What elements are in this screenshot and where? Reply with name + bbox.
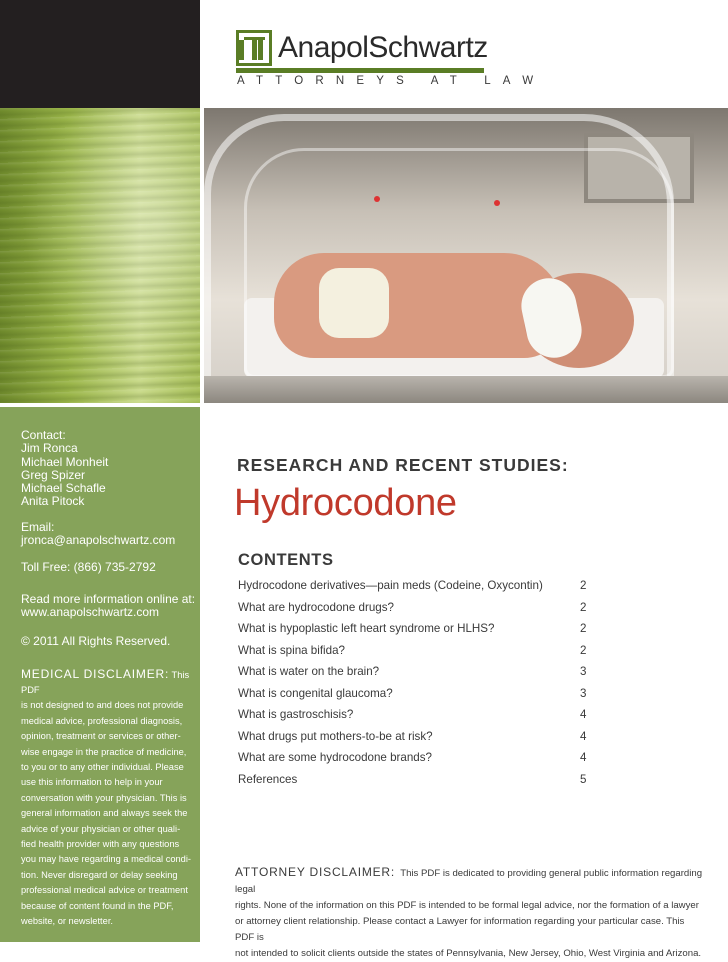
toc-item[interactable] [238, 618, 598, 640]
attorney-disclaimer-line: rights. None of the information on this PDF is intended to be formal legal advice, nor the formation of a lawyer [235, 900, 699, 911]
medical-disclaimer-line: general information and always seek the [21, 808, 188, 819]
toc-item-page: 2 [580, 600, 587, 614]
medical-disclaimer-line: advice of your physician or other quali- [21, 823, 181, 834]
attorney-disclaimer [235, 864, 705, 962]
toc-item-page: 2 [580, 622, 587, 635]
contents-title: CONTENTS [238, 551, 334, 569]
toc-item-label: What is spina bifida? [238, 643, 345, 657]
toc-item[interactable] [238, 769, 598, 791]
email-block [21, 521, 194, 548]
toc-item-page: 2 [580, 579, 587, 592]
photo-incubator-inner-glass [244, 148, 674, 378]
medical-disclaimer-line: you may have regarding a medical condi- [21, 854, 192, 865]
toc-item[interactable] [238, 704, 598, 726]
toc-item-page: 4 [580, 751, 587, 764]
medical-disclaimer-line: use this information to help in your [21, 777, 163, 788]
medical-disclaimer-line: This PDF [21, 669, 190, 695]
toc-item-page: 3 [580, 665, 587, 678]
toc-item-label: What are some hydrocodone brands? [238, 751, 432, 764]
toll-free-block [21, 561, 194, 574]
read-more-label: Read more information online at: [21, 591, 196, 606]
toc-item-label: What are hydrocodone drugs? [238, 600, 394, 614]
medical-disclaimer-line: wise engage in the practice of medicine, [21, 746, 187, 757]
contact-label: Contact: [21, 428, 66, 442]
toc-item-label: What is hypoplastic left heart syndrome or HLHS? [238, 622, 495, 635]
attorney-disclaimer-line: not intended to solicit clients outside the states of Pennsylvania, New Jersey, Ohio, West Virginia and Arizona. [235, 948, 702, 959]
toc-item-page: 4 [580, 708, 587, 721]
medical-disclaimer [21, 667, 194, 930]
toc-item[interactable] [238, 726, 598, 748]
contact-person: Jim Ronca [21, 441, 78, 456]
medical-disclaimer-line: tion. Never disregard or delay seeking [21, 869, 178, 880]
website-link[interactable]: www.anapolschwartz.com [21, 604, 160, 619]
toll-free-number: Toll Free: (866) 735-2792 [21, 560, 156, 575]
email-link[interactable]: jronca@anapolschwartz.com [21, 533, 176, 548]
photo-red-light [374, 196, 380, 202]
contact-person: Michael Schafle [21, 481, 106, 496]
medical-disclaimer-line: professional medical advice or treatment [21, 885, 188, 896]
drug-title: Hydrocodone [234, 482, 457, 524]
medical-disclaimer-line: fied health provider with any questions [21, 839, 180, 850]
toc-item-page: 5 [580, 772, 587, 786]
toc-item[interactable] [238, 640, 598, 662]
contact-block [21, 429, 194, 509]
toc-item[interactable] [238, 575, 598, 597]
copyright-text: © 2011 All Rights Reserved. [21, 634, 171, 649]
attorney-disclaimer-line: or attorney client relationship. Please contact a Lawyer for information regarding your particular case. This PDF is [235, 916, 685, 943]
toc-item-label: What drugs put mothers-to-be at risk? [238, 729, 433, 743]
contact-person: Greg Spizer [21, 467, 86, 482]
contact-person: Anita Pitock [21, 494, 85, 509]
header-dark-block [0, 0, 200, 108]
email-label: Email: [21, 519, 55, 534]
table-of-contents [238, 575, 598, 790]
firm-logo [236, 28, 546, 90]
toc-item-label: What is gastroschisis? [238, 708, 354, 721]
read-more-block [21, 593, 194, 620]
toc-item[interactable] [238, 683, 598, 705]
photo-incubator-rail [204, 376, 728, 403]
toc-item[interactable] [238, 661, 598, 683]
attorney-disclaimer-title: ATTORNEY DISCLAIMER: [235, 865, 396, 879]
toc-item[interactable] [238, 597, 598, 619]
decorative-green-image [0, 108, 200, 403]
toc-item-page: 3 [580, 686, 587, 700]
logo-name: AnapolSchwartz [278, 31, 488, 64]
logo-tagline: ATTORNEYS AT LAW [237, 75, 546, 87]
toc-item-label: Hydrocodone derivatives—pain meds (Codeine, Oxycontin) [238, 579, 543, 592]
contact-sidebar [0, 407, 200, 942]
contact-person: Michael Monheit [21, 454, 109, 469]
medical-disclaimer-line: opinion, treatment or services or other- [21, 731, 181, 742]
toc-item-label: What is water on the brain? [238, 665, 380, 678]
attorney-disclaimer-line: This PDF is dedicated to providing general public information regarding legal [235, 868, 703, 895]
incubator-baby-photo [204, 108, 728, 403]
medical-disclaimer-line: medical advice, professional diagnosis, [21, 715, 183, 726]
medical-disclaimer-line: is not designed to and does not provide [21, 700, 184, 711]
medical-disclaimer-title: MEDICAL DISCLAIMER: [21, 666, 170, 681]
copyright-block [21, 635, 194, 648]
columns-logo-icon [236, 30, 272, 66]
photo-red-light [494, 200, 500, 206]
medical-disclaimer-line: because of content found in the PDF, [21, 900, 174, 911]
logo-underline [236, 68, 484, 73]
medical-disclaimer-line: conversation with your physician. This is [21, 792, 187, 803]
medical-disclaimer-line: website, or newsletter. [21, 916, 113, 927]
toc-item-page: 2 [580, 643, 587, 657]
medical-disclaimer-line: to you or to any other individual. Please [21, 762, 184, 772]
toc-item-label: What is congenital glaucoma? [238, 686, 393, 700]
toc-item-page: 4 [580, 729, 587, 743]
toc-item[interactable] [238, 747, 598, 769]
research-title: RESEARCH AND RECENT STUDIES: [237, 455, 569, 475]
toc-item-label: References [238, 772, 298, 786]
